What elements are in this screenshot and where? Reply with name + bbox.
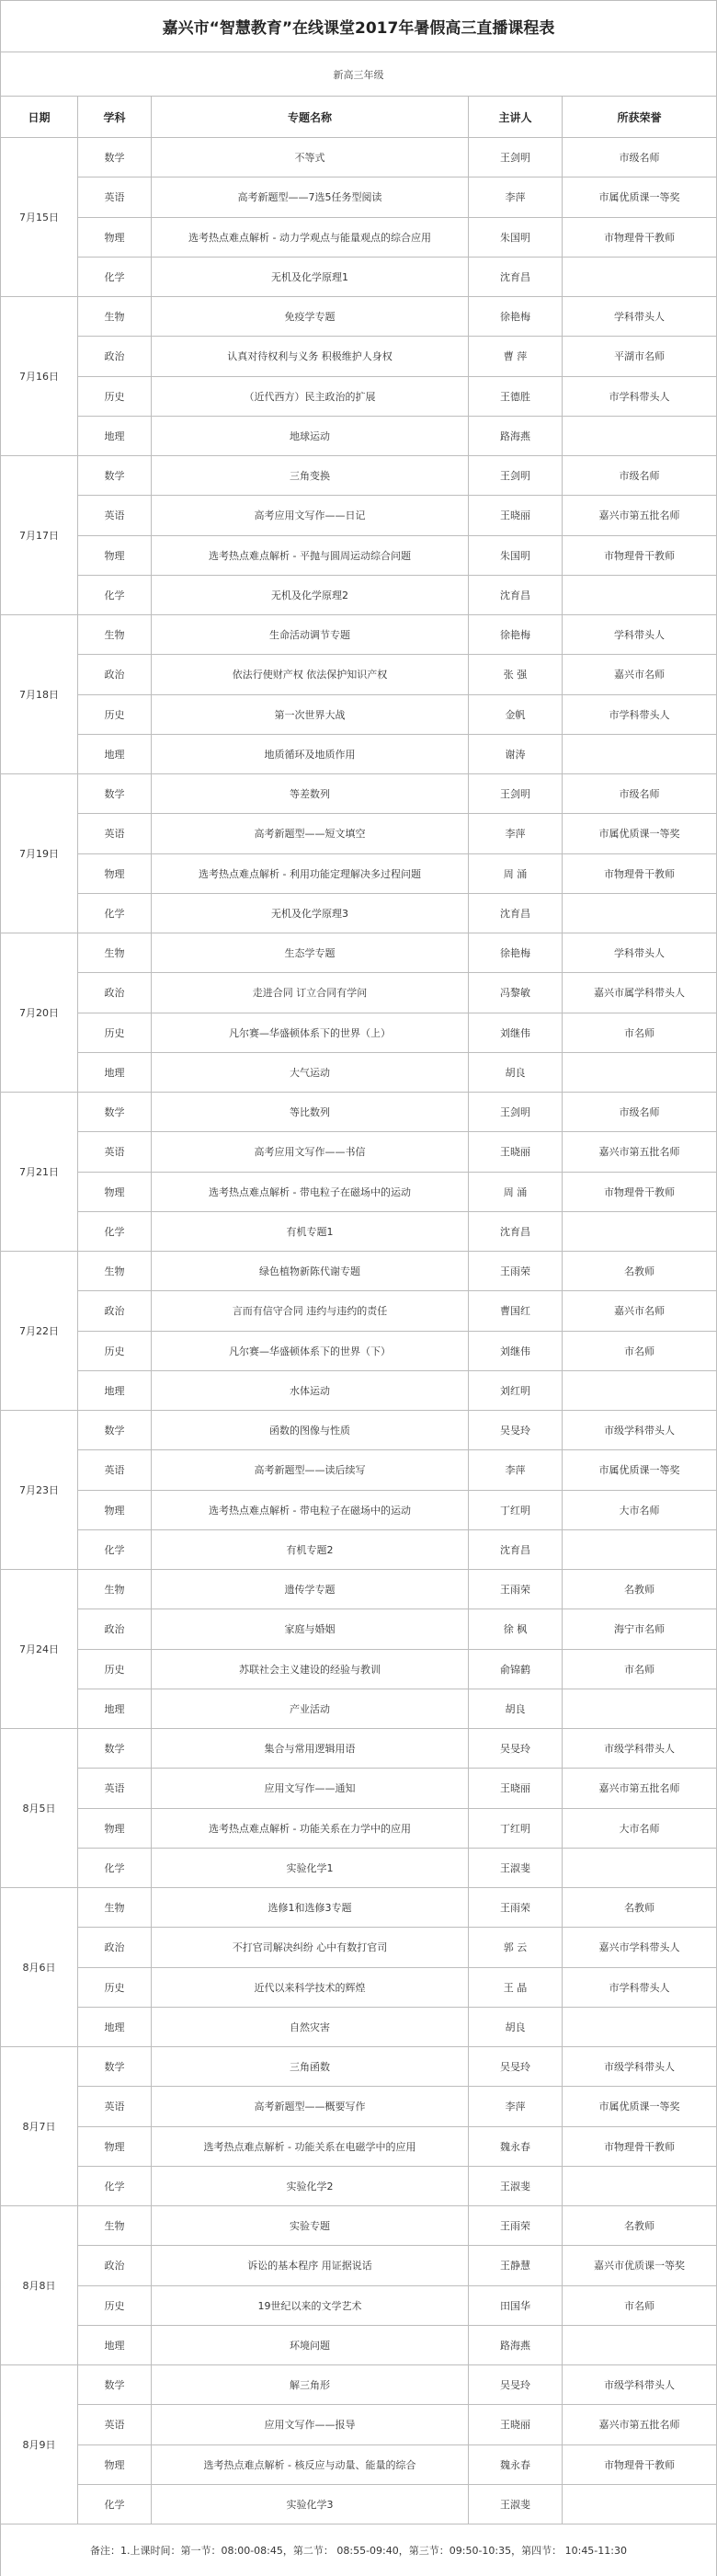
topic-cell: 地球运动 xyxy=(152,417,469,456)
subject-cell: 物理 xyxy=(78,218,152,258)
subject-cell: 政治 xyxy=(78,1609,152,1649)
topic-cell: 有机专题2 xyxy=(152,1530,469,1570)
honor-cell xyxy=(563,258,717,297)
date-block xyxy=(1,933,717,1093)
date-cell: 8月8日 xyxy=(1,2206,78,2365)
topic-cell: 集合与常用逻辑用语 xyxy=(152,1729,469,1769)
teacher-cell: 曹 萍 xyxy=(469,337,563,376)
honor-cell: 学科带头人 xyxy=(563,933,717,973)
honor-cell: 市物理骨干教师 xyxy=(563,2127,717,2167)
teacher-cell: 魏永春 xyxy=(469,2127,563,2167)
teacher-cell: 王静慧 xyxy=(469,2246,563,2285)
subject-cell: 地理 xyxy=(78,2326,152,2365)
teacher-cell: 魏永春 xyxy=(469,2445,563,2485)
subject-cell: 物理 xyxy=(78,2445,152,2485)
header-subject: 学科 xyxy=(78,97,152,138)
header-topic: 专题名称 xyxy=(152,97,469,138)
honor-cell: 市级学科带头人 xyxy=(563,2047,717,2087)
topic-cell: 选考热点难点解析 - 带电粒子在磁场中的运动 xyxy=(152,1491,469,1530)
topic-cell: 不等式 xyxy=(152,138,469,177)
subject-cell: 政治 xyxy=(78,2246,152,2285)
teacher-cell: 丁红明 xyxy=(469,1491,563,1530)
subject-cell: 英语 xyxy=(78,1769,152,1808)
date-cell: 7月23日 xyxy=(1,1411,78,1570)
subject-cell: 生物 xyxy=(78,615,152,655)
topic-cell: 产业活动 xyxy=(152,1689,469,1729)
teacher-cell: 王晓丽 xyxy=(469,496,563,535)
date-block xyxy=(1,1729,717,1888)
honor-cell: 市学科带头人 xyxy=(563,377,717,417)
subject-cell: 物理 xyxy=(78,536,152,576)
honor-cell: 市属优质课一等奖 xyxy=(563,177,717,217)
date-block xyxy=(1,1888,717,2047)
date-cell: 8月6日 xyxy=(1,1888,78,2047)
topic-cell: 等比数列 xyxy=(152,1093,469,1132)
subject-cell: 数学 xyxy=(78,1729,152,1769)
subject-cell: 英语 xyxy=(78,814,152,853)
topic-cell: 地质循环及地质作用 xyxy=(152,735,469,774)
topic-cell: 家庭与婚姻 xyxy=(152,1609,469,1649)
teacher-cell: 王晓丽 xyxy=(469,1132,563,1172)
topic-cell: 水体运动 xyxy=(152,1371,469,1411)
honor-cell: 平湖市名师 xyxy=(563,337,717,376)
teacher-cell: 沈育昌 xyxy=(469,1530,563,1570)
honor-cell: 嘉兴市第五批名师 xyxy=(563,1769,717,1808)
honor-cell: 大市名师 xyxy=(563,1809,717,1849)
teacher-cell: 王晓丽 xyxy=(469,2405,563,2444)
topic-cell: 等差数列 xyxy=(152,774,469,814)
topic-cell: 自然灾害 xyxy=(152,2008,469,2047)
date-block xyxy=(1,1252,717,1411)
subject-cell: 化学 xyxy=(78,2167,152,2206)
topic-cell: 不打官司解决纠纷 心中有数打官司 xyxy=(152,1928,469,1967)
honor-cell: 市物理骨干教师 xyxy=(563,2445,717,2485)
teacher-cell: 王晓丽 xyxy=(469,1769,563,1808)
topic-cell: 依法行使财产权 依法保护知识产权 xyxy=(152,655,469,694)
topic-cell: 高考新题型——读后续写 xyxy=(152,1450,469,1490)
honor-cell: 市属优质课一等奖 xyxy=(563,1450,717,1490)
honor-cell: 市名师 xyxy=(563,2286,717,2326)
topic-cell: 认真对待权利与义务 积极维护人身权 xyxy=(152,337,469,376)
subject-cell: 生物 xyxy=(78,933,152,973)
date-cell: 7月17日 xyxy=(1,456,78,615)
subject-cell: 数学 xyxy=(78,456,152,496)
teacher-cell: 王剑明 xyxy=(469,456,563,496)
topic-cell: 选考热点难点解析 - 核反应与动量、能量的综合 xyxy=(152,2445,469,2485)
teacher-cell: 王剑明 xyxy=(469,774,563,814)
subject-cell: 数学 xyxy=(78,774,152,814)
subject-cell: 历史 xyxy=(78,2286,152,2326)
topic-cell: 选考热点难点解析 - 功能关系在电磁学中的应用 xyxy=(152,2127,469,2167)
subject-cell: 物理 xyxy=(78,854,152,894)
topic-cell: 苏联社会主义建设的经验与教训 xyxy=(152,1650,469,1689)
subject-cell: 政治 xyxy=(78,973,152,1013)
honor-cell: 市级名师 xyxy=(563,774,717,814)
honor-cell xyxy=(563,2167,717,2206)
honor-cell: 市级名师 xyxy=(563,138,717,177)
subject-cell: 地理 xyxy=(78,2008,152,2047)
teacher-cell: 朱国明 xyxy=(469,536,563,576)
teacher-cell: 张 强 xyxy=(469,655,563,694)
subject-cell: 英语 xyxy=(78,177,152,217)
honor-cell xyxy=(563,735,717,774)
topic-cell: 绿色植物新陈代谢专题 xyxy=(152,1252,469,1291)
honor-cell xyxy=(563,2485,717,2524)
page-title: 嘉兴市“智慧教育”在线课堂2017年暑假高三直播课程表 xyxy=(1,1,717,52)
honor-cell: 市级学科带头人 xyxy=(563,1729,717,1769)
date-cell: 7月16日 xyxy=(1,297,78,456)
subject-cell: 化学 xyxy=(78,2485,152,2524)
teacher-cell: 李萍 xyxy=(469,814,563,853)
teacher-cell: 王剑明 xyxy=(469,1093,563,1132)
subject-cell: 数学 xyxy=(78,1093,152,1132)
topic-cell: 选考热点难点解析 - 平抛与圆周运动综合问题 xyxy=(152,536,469,576)
honor-cell: 嘉兴市属学科带头人 xyxy=(563,973,717,1013)
topic-cell: 高考应用文写作——日记 xyxy=(152,496,469,535)
honor-cell: 嘉兴市名师 xyxy=(563,1291,717,1331)
subject-cell: 历史 xyxy=(78,377,152,417)
teacher-cell: 田国华 xyxy=(469,2286,563,2326)
topic-cell: 无机及化学原理3 xyxy=(152,894,469,933)
honor-cell xyxy=(563,576,717,615)
teacher-cell: 路海燕 xyxy=(469,2326,563,2365)
topic-cell: 高考新题型——概要写作 xyxy=(152,2087,469,2126)
honor-cell: 大市名师 xyxy=(563,1491,717,1530)
honor-cell: 市级名师 xyxy=(563,1093,717,1132)
topic-cell: 19世纪以来的文学艺术 xyxy=(152,2286,469,2326)
teacher-cell: 王 晶 xyxy=(469,1968,563,2008)
teacher-cell: 俞锦鹤 xyxy=(469,1650,563,1689)
subject-cell: 地理 xyxy=(78,735,152,774)
topic-cell: 环境问题 xyxy=(152,2326,469,2365)
footer-note: 备注：1.上课时间：第一节：08:00-08:45，第二节： 08:55-09:40，第三节：09:50-10:35，第四节： 10:45-11:30 xyxy=(1,2524,717,2576)
date-block xyxy=(1,1570,717,1729)
subject-cell: 数学 xyxy=(78,2047,152,2087)
honor-cell: 名教师 xyxy=(563,1888,717,1928)
topic-cell: 有机专题1 xyxy=(152,1212,469,1252)
grade-label: 新高三年级 xyxy=(1,52,717,97)
date-block xyxy=(1,297,717,456)
date-cell: 7月24日 xyxy=(1,1570,78,1729)
topic-cell: 实验化学3 xyxy=(152,2485,469,2524)
honor-cell: 市级学科带头人 xyxy=(563,2365,717,2405)
teacher-cell: 王淑斐 xyxy=(469,2167,563,2206)
date-cell: 7月19日 xyxy=(1,774,78,933)
topic-cell: 无机及化学原理2 xyxy=(152,576,469,615)
date-block xyxy=(1,615,717,774)
honor-cell: 嘉兴市第五批名师 xyxy=(563,496,717,535)
teacher-cell: 王德胜 xyxy=(469,377,563,417)
subject-cell: 历史 xyxy=(78,1013,152,1053)
honor-cell xyxy=(563,1530,717,1570)
header-honor: 所获荣誉 xyxy=(563,97,717,138)
honor-cell: 嘉兴市优质课一等奖 xyxy=(563,2246,717,2285)
honor-cell: 名教师 xyxy=(563,1570,717,1609)
date-block xyxy=(1,1093,717,1252)
subject-cell: 地理 xyxy=(78,1689,152,1729)
honor-cell: 市属优质课一等奖 xyxy=(563,814,717,853)
date-block xyxy=(1,1411,717,1570)
topic-cell: 高考新题型——短文填空 xyxy=(152,814,469,853)
honor-cell: 市名师 xyxy=(563,1650,717,1689)
date-block xyxy=(1,2365,717,2524)
honor-cell xyxy=(563,2326,717,2365)
subject-cell: 政治 xyxy=(78,1928,152,1967)
subject-cell: 英语 xyxy=(78,2087,152,2126)
honor-cell xyxy=(563,1689,717,1729)
honor-cell: 嘉兴市学科带头人 xyxy=(563,1928,717,1967)
topic-cell: 第一次世界大战 xyxy=(152,695,469,735)
subject-cell: 生物 xyxy=(78,1252,152,1291)
date-block xyxy=(1,138,717,297)
topic-cell: 选考热点难点解析 - 功能关系在力学中的应用 xyxy=(152,1809,469,1849)
honor-cell: 名教师 xyxy=(563,2206,717,2246)
teacher-cell: 吴旻玲 xyxy=(469,2047,563,2087)
topic-cell: 解三角形 xyxy=(152,2365,469,2405)
topic-cell: 凡尔赛—华盛顿体系下的世界（下） xyxy=(152,1332,469,1371)
teacher-cell: 王淑斐 xyxy=(469,1849,563,1888)
subject-cell: 化学 xyxy=(78,258,152,297)
topic-cell: 言而有信守合同 违约与违约的责任 xyxy=(152,1291,469,1331)
subject-cell: 化学 xyxy=(78,1849,152,1888)
teacher-cell: 冯黎敏 xyxy=(469,973,563,1013)
teacher-cell: 王淑斐 xyxy=(469,2485,563,2524)
honor-cell: 嘉兴市第五批名师 xyxy=(563,1132,717,1172)
subject-cell: 物理 xyxy=(78,2127,152,2167)
honor-cell: 学科带头人 xyxy=(563,615,717,655)
teacher-cell: 刘红明 xyxy=(469,1371,563,1411)
subject-cell: 生物 xyxy=(78,2206,152,2246)
subject-cell: 数学 xyxy=(78,1411,152,1450)
topic-cell: 大气运动 xyxy=(152,1053,469,1093)
date-cell: 8月5日 xyxy=(1,1729,78,1888)
teacher-cell: 沈育昌 xyxy=(469,258,563,297)
teacher-cell: 沈育昌 xyxy=(469,894,563,933)
subject-cell: 生物 xyxy=(78,1888,152,1928)
schedule-body xyxy=(1,138,717,2524)
date-block xyxy=(1,2206,717,2365)
topic-cell: 实验化学2 xyxy=(152,2167,469,2206)
topic-cell: 应用文写作——通知 xyxy=(152,1769,469,1808)
honor-cell: 市学科带头人 xyxy=(563,695,717,735)
date-cell: 7月21日 xyxy=(1,1093,78,1252)
subject-cell: 数学 xyxy=(78,138,152,177)
subject-cell: 物理 xyxy=(78,1809,152,1849)
teacher-cell: 沈育昌 xyxy=(469,1212,563,1252)
subject-cell: 英语 xyxy=(78,496,152,535)
topic-cell: 选考热点难点解析 - 带电粒子在磁场中的运动 xyxy=(152,1173,469,1212)
teacher-cell: 徐艳梅 xyxy=(469,933,563,973)
teacher-cell: 刘继伟 xyxy=(469,1013,563,1053)
subject-cell: 数学 xyxy=(78,2365,152,2405)
subject-cell: 政治 xyxy=(78,1291,152,1331)
teacher-cell: 胡良 xyxy=(469,2008,563,2047)
teacher-cell: 王雨荣 xyxy=(469,1888,563,1928)
subject-cell: 地理 xyxy=(78,1053,152,1093)
date-block xyxy=(1,774,717,933)
teacher-cell: 徐 枫 xyxy=(469,1609,563,1649)
honor-cell: 市学科带头人 xyxy=(563,1968,717,2008)
subject-cell: 化学 xyxy=(78,576,152,615)
teacher-cell: 王雨荣 xyxy=(469,1252,563,1291)
topic-cell: 生态学专题 xyxy=(152,933,469,973)
topic-cell: 实验专题 xyxy=(152,2206,469,2246)
topic-cell: 三角函数 xyxy=(152,2047,469,2087)
teacher-cell: 王雨荣 xyxy=(469,1570,563,1609)
topic-cell: 选修1和选修3专题 xyxy=(152,1888,469,1928)
teacher-cell: 沈育昌 xyxy=(469,576,563,615)
subject-cell: 化学 xyxy=(78,894,152,933)
honor-cell: 市物理骨干教师 xyxy=(563,1173,717,1212)
honor-cell: 嘉兴市第五批名师 xyxy=(563,2405,717,2444)
honor-cell: 学科带头人 xyxy=(563,297,717,337)
subject-cell: 物理 xyxy=(78,1491,152,1530)
teacher-cell: 周 涌 xyxy=(469,854,563,894)
topic-cell: 诉讼的基本程序 用证据说话 xyxy=(152,2246,469,2285)
teacher-cell: 徐艳梅 xyxy=(469,615,563,655)
honor-cell: 嘉兴市名师 xyxy=(563,655,717,694)
topic-cell: 高考应用文写作——书信 xyxy=(152,1132,469,1172)
teacher-cell: 吴旻玲 xyxy=(469,2365,563,2405)
honor-cell: 市名师 xyxy=(563,1013,717,1053)
date-cell: 7月20日 xyxy=(1,933,78,1093)
topic-cell: 应用文写作——报导 xyxy=(152,2405,469,2444)
honor-cell xyxy=(563,1371,717,1411)
topic-cell: 选考热点难点解析 - 利用功能定理解决多过程问题 xyxy=(152,854,469,894)
teacher-cell: 王雨荣 xyxy=(469,2206,563,2246)
date-block xyxy=(1,2047,717,2206)
subject-cell: 英语 xyxy=(78,2405,152,2444)
honor-cell: 名教师 xyxy=(563,1252,717,1291)
date-cell: 7月22日 xyxy=(1,1252,78,1411)
subject-cell: 生物 xyxy=(78,297,152,337)
subject-cell: 地理 xyxy=(78,417,152,456)
teacher-cell: 周 涌 xyxy=(469,1173,563,1212)
honor-cell xyxy=(563,1849,717,1888)
subject-cell: 生物 xyxy=(78,1570,152,1609)
teacher-cell: 徐艳梅 xyxy=(469,297,563,337)
honor-cell: 市级名师 xyxy=(563,456,717,496)
subject-cell: 历史 xyxy=(78,695,152,735)
honor-cell xyxy=(563,1053,717,1093)
header-teacher: 主讲人 xyxy=(469,97,563,138)
topic-cell: 近代以来科学技术的辉煌 xyxy=(152,1968,469,2008)
teacher-cell: 胡良 xyxy=(469,1053,563,1093)
topic-cell: 选考热点难点解析 - 动力学观点与能量观点的综合应用 xyxy=(152,218,469,258)
topic-cell: 生命活动调节专题 xyxy=(152,615,469,655)
date-cell: 7月15日 xyxy=(1,138,78,297)
subject-cell: 化学 xyxy=(78,1212,152,1252)
table-header xyxy=(1,97,717,138)
topic-cell: 走进合同 订立合同有学问 xyxy=(152,973,469,1013)
honor-cell: 市物理骨干教师 xyxy=(563,854,717,894)
date-block xyxy=(1,456,717,615)
topic-cell: 实验化学1 xyxy=(152,1849,469,1888)
date-cell: 8月9日 xyxy=(1,2365,78,2524)
teacher-cell: 李萍 xyxy=(469,2087,563,2126)
teacher-cell: 朱国明 xyxy=(469,218,563,258)
subject-cell: 英语 xyxy=(78,1132,152,1172)
subject-cell: 英语 xyxy=(78,1450,152,1490)
subject-cell: 政治 xyxy=(78,337,152,376)
honor-cell xyxy=(563,417,717,456)
subject-cell: 物理 xyxy=(78,1173,152,1212)
teacher-cell: 李萍 xyxy=(469,177,563,217)
teacher-cell: 路海燕 xyxy=(469,417,563,456)
topic-cell: 高考新题型——7选5任务型阅读 xyxy=(152,177,469,217)
teacher-cell: 谢涛 xyxy=(469,735,563,774)
topic-cell: 遗传学专题 xyxy=(152,1570,469,1609)
honor-cell xyxy=(563,894,717,933)
teacher-cell: 刘继伟 xyxy=(469,1332,563,1371)
subject-cell: 政治 xyxy=(78,655,152,694)
topic-cell: 免疫学专题 xyxy=(152,297,469,337)
honor-cell: 市物理骨干教师 xyxy=(563,536,717,576)
date-cell: 8月7日 xyxy=(1,2047,78,2206)
topic-cell: 三角变换 xyxy=(152,456,469,496)
date-cell: 7月18日 xyxy=(1,615,78,774)
honor-cell: 市属优质课一等奖 xyxy=(563,2087,717,2126)
teacher-cell: 王剑明 xyxy=(469,138,563,177)
honor-cell: 市物理骨干教师 xyxy=(563,218,717,258)
subject-cell: 化学 xyxy=(78,1530,152,1570)
teacher-cell: 吴旻玲 xyxy=(469,1411,563,1450)
teacher-cell: 丁红明 xyxy=(469,1809,563,1849)
honor-cell: 海宁市名师 xyxy=(563,1609,717,1649)
topic-cell: 函数的图像与性质 xyxy=(152,1411,469,1450)
teacher-cell: 曹国红 xyxy=(469,1291,563,1331)
subject-cell: 历史 xyxy=(78,1968,152,2008)
subject-cell: 历史 xyxy=(78,1650,152,1689)
teacher-cell: 李萍 xyxy=(469,1450,563,1490)
teacher-cell: 胡良 xyxy=(469,1689,563,1729)
topic-cell: （近代西方）民主政治的扩展 xyxy=(152,377,469,417)
teacher-cell: 郭 云 xyxy=(469,1928,563,1967)
topic-cell: 无机及化学原理1 xyxy=(152,258,469,297)
honor-cell: 市级学科带头人 xyxy=(563,1411,717,1450)
subject-cell: 历史 xyxy=(78,1332,152,1371)
honor-cell xyxy=(563,1212,717,1252)
subject-cell: 地理 xyxy=(78,1371,152,1411)
topic-cell: 凡尔赛—华盛顿体系下的世界（上） xyxy=(152,1013,469,1053)
teacher-cell: 金帆 xyxy=(469,695,563,735)
teacher-cell: 吴旻玲 xyxy=(469,1729,563,1769)
header-date: 日期 xyxy=(1,97,78,138)
honor-cell xyxy=(563,2008,717,2047)
honor-cell: 市名师 xyxy=(563,1332,717,1371)
